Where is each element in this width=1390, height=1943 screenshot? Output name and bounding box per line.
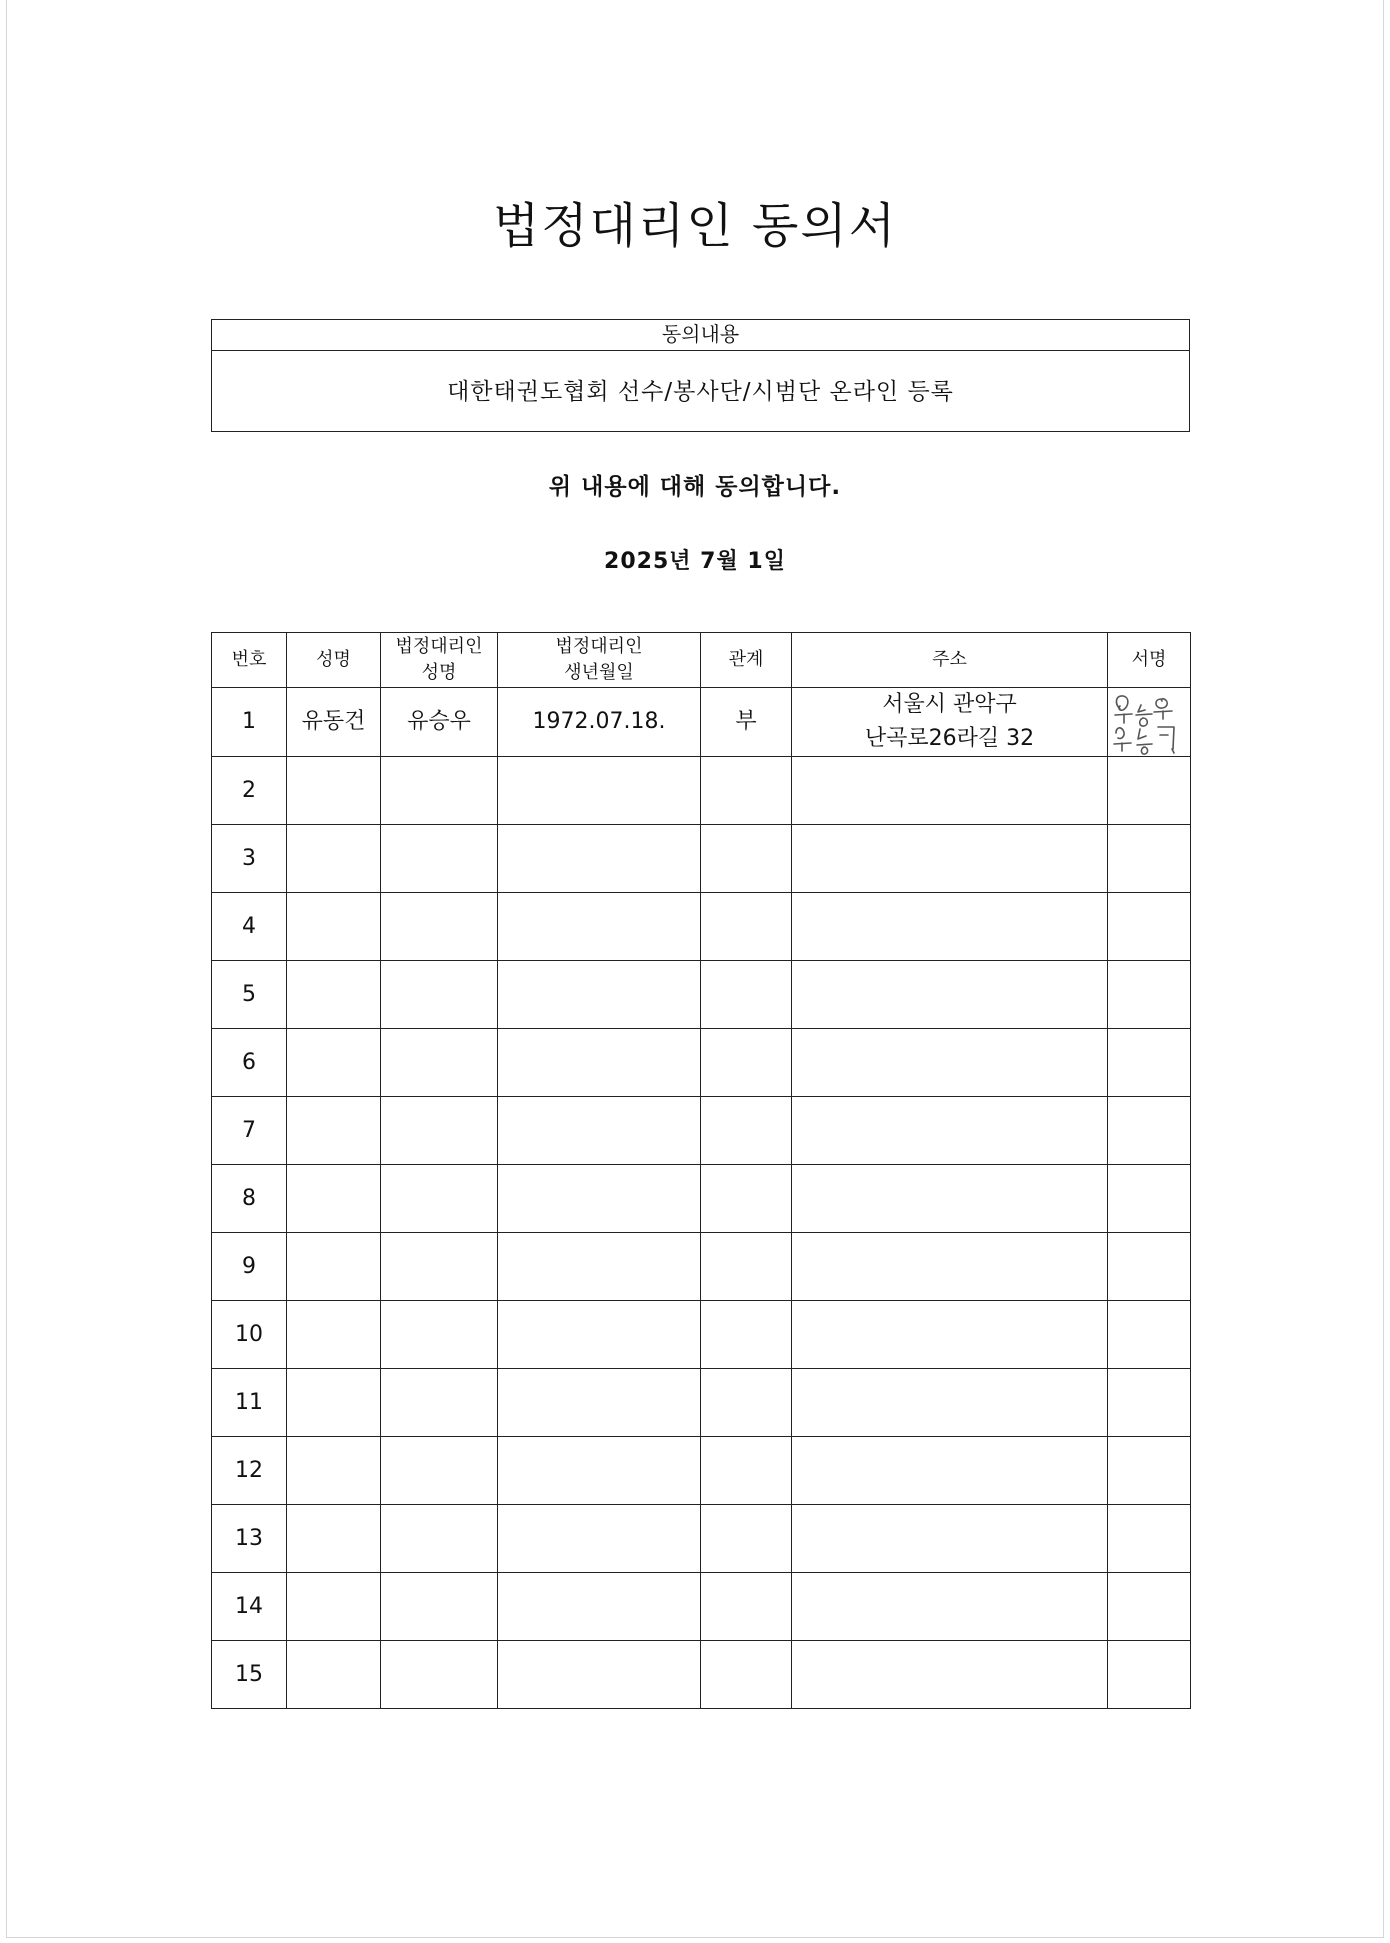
- student-name: [287, 893, 381, 961]
- student-name: [287, 1165, 381, 1233]
- signature-cell: [1108, 1437, 1191, 1505]
- table-row: [212, 1573, 1191, 1641]
- guardian-name: [381, 1369, 498, 1437]
- guardian-birthdate: [498, 961, 701, 1029]
- signature-cell: [1108, 1301, 1191, 1369]
- row-number: 9: [212, 1233, 287, 1301]
- relation: [701, 1437, 792, 1505]
- table-row: [212, 1369, 1191, 1437]
- table-row: [212, 1301, 1191, 1369]
- address: [792, 688, 1108, 757]
- guardian-name: [381, 1301, 498, 1369]
- column-header-line1: 주소: [932, 649, 967, 670]
- guardian-birthdate: [498, 893, 701, 961]
- row-number: 7: [212, 1097, 287, 1165]
- column-header: [701, 633, 792, 688]
- row-number: 15: [212, 1641, 287, 1709]
- guardian-name: [381, 1437, 498, 1505]
- student-name: [287, 825, 381, 893]
- signature-cell: [1108, 1233, 1191, 1301]
- student-name: [287, 1573, 381, 1641]
- agreement-statement: 위 내용에 대해 동의합니다.: [548, 474, 842, 500]
- consent-box: [211, 319, 1190, 432]
- row-number: 10: [212, 1301, 287, 1369]
- table-row: [212, 688, 1191, 757]
- column-header: [792, 633, 1108, 688]
- relation: [701, 1097, 792, 1165]
- student-name: 유동건: [287, 688, 381, 757]
- column-header: [287, 633, 381, 688]
- relation: [701, 1301, 792, 1369]
- table-row: [212, 893, 1191, 961]
- guardian-name: [381, 825, 498, 893]
- student-name: [287, 1029, 381, 1097]
- signature-cell: [1108, 688, 1191, 757]
- address: [792, 1437, 1108, 1505]
- column-header-line2: 성명: [421, 662, 457, 683]
- guardian-name: [381, 1165, 498, 1233]
- address: [792, 961, 1108, 1029]
- relation: [701, 757, 792, 825]
- student-name: [287, 1301, 381, 1369]
- signature-cell: [1108, 1505, 1191, 1573]
- guardian-roster-table: [211, 632, 1191, 1709]
- column-header-line1: 번호: [231, 649, 267, 670]
- address-line1: 서울시 관악구: [882, 692, 1017, 717]
- student-name: [287, 1097, 381, 1165]
- signature-cell: [1108, 1641, 1191, 1709]
- document-date: 2025년 7월 1일: [604, 549, 786, 574]
- guardian-name: [381, 1641, 498, 1709]
- row-number: 11: [212, 1369, 287, 1437]
- relation: [701, 1029, 792, 1097]
- guardian-name: [381, 1233, 498, 1301]
- column-header: [212, 633, 287, 688]
- address: [792, 1505, 1108, 1573]
- relation: [701, 1233, 792, 1301]
- address: [792, 1029, 1108, 1097]
- signature-cell: [1108, 1097, 1191, 1165]
- address: [792, 1097, 1108, 1165]
- guardian-name: [381, 961, 498, 1029]
- relation: [701, 825, 792, 893]
- column-header: [498, 633, 701, 688]
- guardian-birthdate: [498, 1573, 701, 1641]
- column-header-line1: 서명: [1131, 649, 1167, 670]
- guardian-birthdate: [498, 1097, 701, 1165]
- student-name: [287, 1505, 381, 1573]
- signature-cell: [1108, 1029, 1191, 1097]
- signature-cell: [1108, 825, 1191, 893]
- guardian-name: [381, 1505, 498, 1573]
- column-header-line2: 생년월일: [564, 662, 634, 683]
- guardian-birthdate: [498, 1301, 701, 1369]
- guardian-birthdate: [498, 1165, 701, 1233]
- table-row: [212, 1029, 1191, 1097]
- column-header: [1108, 633, 1191, 688]
- guardian-birthdate: [498, 1505, 701, 1573]
- address: [792, 825, 1108, 893]
- signature-cell: [1108, 1165, 1191, 1233]
- signature-cell: [1108, 1369, 1191, 1437]
- guardian-birthdate: [498, 1233, 701, 1301]
- relation: [701, 1165, 792, 1233]
- guardian-birthdate: [498, 825, 701, 893]
- row-number: 13: [212, 1505, 287, 1573]
- column-header-line1: 법정대리인: [555, 636, 643, 657]
- student-name: [287, 1437, 381, 1505]
- guardian-birthdate: [498, 1641, 701, 1709]
- row-number: 3: [212, 825, 287, 893]
- guardian-birthdate: [498, 1437, 701, 1505]
- table-row: [212, 1165, 1191, 1233]
- signature-cell: [1108, 1573, 1191, 1641]
- table-row: [212, 1641, 1191, 1709]
- address: [792, 1573, 1108, 1641]
- guardian-birthdate: 1972.07.18.: [498, 688, 701, 757]
- guardian-birthdate: [498, 1369, 701, 1437]
- handwritten-signature: [1110, 689, 1188, 755]
- relation: [701, 1369, 792, 1437]
- table-row: [212, 1505, 1191, 1573]
- table-row: [212, 825, 1191, 893]
- consent-header: 동의내용: [212, 320, 1189, 351]
- signature-cell: [1108, 893, 1191, 961]
- table-header-row: [212, 633, 1191, 688]
- row-number: 6: [212, 1029, 287, 1097]
- address: [792, 1369, 1108, 1437]
- address: [792, 1641, 1108, 1709]
- guardian-name: [381, 1097, 498, 1165]
- table-row: [212, 1437, 1191, 1505]
- relation: [701, 961, 792, 1029]
- row-number: 14: [212, 1573, 287, 1641]
- table-row: [212, 757, 1191, 825]
- table-row: [212, 1097, 1191, 1165]
- row-number: 2: [212, 757, 287, 825]
- row-number: 1: [212, 688, 287, 757]
- relation: [701, 893, 792, 961]
- guardian-birthdate: [498, 1029, 701, 1097]
- guardian-birthdate: [498, 757, 701, 825]
- student-name: [287, 757, 381, 825]
- row-number: 4: [212, 893, 287, 961]
- signature-cell: [1108, 757, 1191, 825]
- row-number: 8: [212, 1165, 287, 1233]
- student-name: [287, 1369, 381, 1437]
- column-header-line1: 법정대리인: [395, 636, 483, 657]
- address: [792, 1165, 1108, 1233]
- guardian-name: [381, 893, 498, 961]
- column-header-line1: 성명: [316, 649, 351, 670]
- relation: [701, 1505, 792, 1573]
- relation: [701, 1641, 792, 1709]
- student-name: [287, 961, 381, 1029]
- guardian-name: [381, 757, 498, 825]
- row-number: 5: [212, 961, 287, 1029]
- relation: [701, 1573, 792, 1641]
- column-header-line1: 관계: [728, 649, 764, 670]
- address: [792, 1233, 1108, 1301]
- signature-cell: [1108, 961, 1191, 1029]
- student-name: [287, 1233, 381, 1301]
- document-title: 법정대리인 동의서: [492, 198, 898, 254]
- guardian-name: 유승우: [381, 688, 498, 757]
- column-header: [381, 633, 498, 688]
- student-name: [287, 1641, 381, 1709]
- address: [792, 757, 1108, 825]
- guardian-name: [381, 1573, 498, 1641]
- table-row: [212, 1233, 1191, 1301]
- row-number: 12: [212, 1437, 287, 1505]
- address: [792, 1301, 1108, 1369]
- address: [792, 893, 1108, 961]
- consent-content: 대한태권도협회 선수/봉사단/시범단 온라인 등록: [447, 379, 954, 405]
- table-row: [212, 961, 1191, 1029]
- address-line2: 난곡로26라길 32: [864, 726, 1035, 751]
- relation: 부: [701, 688, 792, 757]
- guardian-name: [381, 1029, 498, 1097]
